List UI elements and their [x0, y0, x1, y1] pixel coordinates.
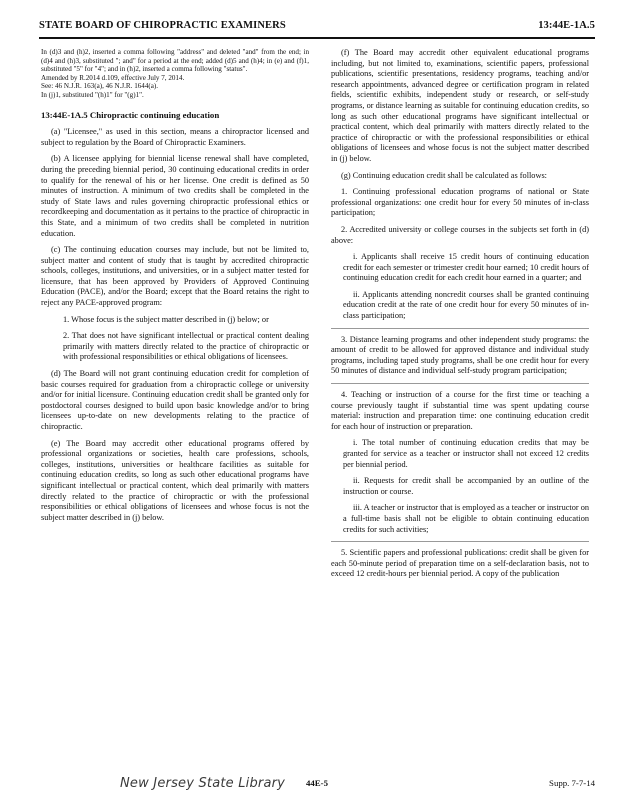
right-column [331, 48, 589, 586]
subsection-e: (e) The Board may accredit other educational programs offered by professional organizations or societies, health care professions, schools, colleges, institutions, universities or healthcare facilities as suitable for continuing education credits, so long as such other educational programs have significant intellectual or practical content, which deal primarily with matters directly related to the practice of chiropractic or with the professional responsibilities or ethical obligations of licensees and whose focus is not the subject matter described in (j) below. [41, 438, 309, 522]
paragraph-g1: 1. Continuing professional education programs of national or State professional organizations: one credit hour for every 50 minutes of in-class participation; [331, 187, 589, 218]
library-watermark: New Jersey State Library [120, 776, 286, 791]
subsection-b: (b) A licensee applying for biennial license renewal shall have completed, during the preceding biennial period, 30 continuing educational credits in order to qualify for the renewal of his or her license. One credit is defined as 50 minutes of instruction. A minimum of two credits shall be completed in the study of State laws and rules governing chiropractic professional ethics or recordkeeping and documentation as it pertains to the practice of chiropractic in this State, and a minimum of two credits shall be completed in nutrition education. [41, 154, 309, 238]
section-title: 13:44E-1A.5 Chiropractic continuing education [41, 109, 220, 120]
subsection-a: (a) "Licensee," as used in this section, means a chiropractor licensed and subject to regulation by the Board of Chiropractic Examiners. [41, 127, 309, 147]
divider [331, 328, 589, 329]
paragraph-g2: 2. Accredited university or college courses in the subjects set forth in (d) above: [331, 224, 589, 245]
paragraph-g4: 4. Teaching or instruction of a course for the first time or teaching a course previously taught if substantial time was spent updating course material: instruction and preparation time: one continuing education credit for each hour of instruction or preparation. [331, 390, 589, 431]
paragraph-c1: 1. Whose focus is the subject matter described in (j) below; or [63, 314, 269, 324]
history-note: See: 46 N.J.R. 163(a), 46 N.J.R. 1644(a). [41, 82, 159, 91]
supplement-date: Supp. 7-7-14 [549, 778, 595, 788]
paragraph-c2: 2. That does not have significant intellectual or practical content dealing primarily with matters directly related to the practice of chiropractic or with professional responsibilities or ethical obligations of licensees. [63, 331, 309, 362]
history-notes [41, 48, 309, 100]
paragraph-g2i: i. Applicants shall receive 15 credit hours of continuing education credit for each semester or trimester credit hour earned; 10 credit hours of continuing education credit for each credit hour earned in a quarter; and [343, 252, 589, 283]
paragraph-g5: 5. Scientific papers and professional publications: credit shall be given for each 50-minute period of preparation time on a self-declaration basis, not to exceed 12 credit-hours per biennial period. A copy of the publication [331, 548, 589, 579]
subsection-f: (f) The Board may accredit other equivalent educational programs including, but not limited to, examinations, scientific papers, professional publications, scientific presentations, residency programs, teaching and/or research appointments, advanced degree or certification program in related fields, scientific exhibits, independent study or research, or self-study programs, or distance learning as suitable for continuing education credits, so long as such other educational programs have significant intellectual or practical content, which deal primarily with matters directly related to the practice of chiropractic or with the professional responsibilities or ethical obligations of licensees and whose focus is not the subject matter described in (j) below. [331, 48, 589, 163]
subsection-g: (g) Continuing education credit shall be calculated as follows: [341, 170, 547, 180]
divider [331, 383, 589, 384]
paragraph-g2ii: ii. Applicants attending noncredit courses shall be granted continuing education credit at the rate of one credit hour for every 50 minutes of in-class participation; [343, 289, 589, 321]
left-column [41, 48, 309, 529]
running-header [39, 20, 595, 31]
paragraph-g4ii: ii. Requests for credit shall be accompanied by an outline of the instruction or course. [343, 476, 589, 496]
page-footer [0, 778, 623, 794]
page-number: 44E-5 [306, 778, 328, 788]
header-section-number: 13:44E-1A.5 [538, 20, 595, 31]
paragraph-g4iii: iii. A teacher or instructor that is employed as a teacher or instructor on a full-time basis shall not be eligible to obtain continuing education credits for such activities; [343, 503, 589, 534]
divider [331, 541, 589, 542]
subsection-d: (d) The Board will not grant continuing education credit for completion of basic courses required for graduation from a chiropractic college or university and/or for initial licensure. Continuing education credit shall be granted only for postdoctoral courses designed to build upon basic knowledge and/or to bring licensees up-to-date on new developments relating to the practice of chiropractic. [41, 369, 309, 431]
paragraph-g4i: i. The total number of continuing education credits that may be granted for service as a teacher or instructor shall not exceed 12 credits per biennial period. [343, 438, 589, 469]
history-note: In (d)3 and (h)2, inserted a comma following "address" and deleted "and" from the end; in (d)4 and (h)3, substituted "; and" for a period at the end; added (d)5 and (h)4; in (e) and (f)1, substituted "5" for "4"; and in (h)2, inserted a comma following "status". [41, 48, 309, 74]
history-note: In (j)1, substituted "(h)1" for "(g)1". [41, 90, 144, 99]
history-note: Amended by R.2014 d.109, effective July 7, 2014. [41, 73, 185, 82]
subsection-c: (c) The continuing education courses may include, but not be limited to, subject matter and content of study that is taught by accredited chiropractic schools, colleges, institutions, and universities, or in a subject matter tested for licensure, that has been approved by Providers of Approved Continuing Education (PACE), and/or the Board; except that the Board retains the right to reject any PACE-approved program: [41, 245, 309, 308]
header-title: STATE BOARD OF CHIROPRACTIC EXAMINERS [39, 20, 286, 31]
paragraph-g3: 3. Distance learning programs and other independent study programs: the amount of credit to be allowed for approved distance and individual study programs, including taped study programs, shall be one credit hour for every 50 minutes of distance and individual self-study program participation; [331, 334, 589, 376]
header-rule [39, 37, 595, 39]
